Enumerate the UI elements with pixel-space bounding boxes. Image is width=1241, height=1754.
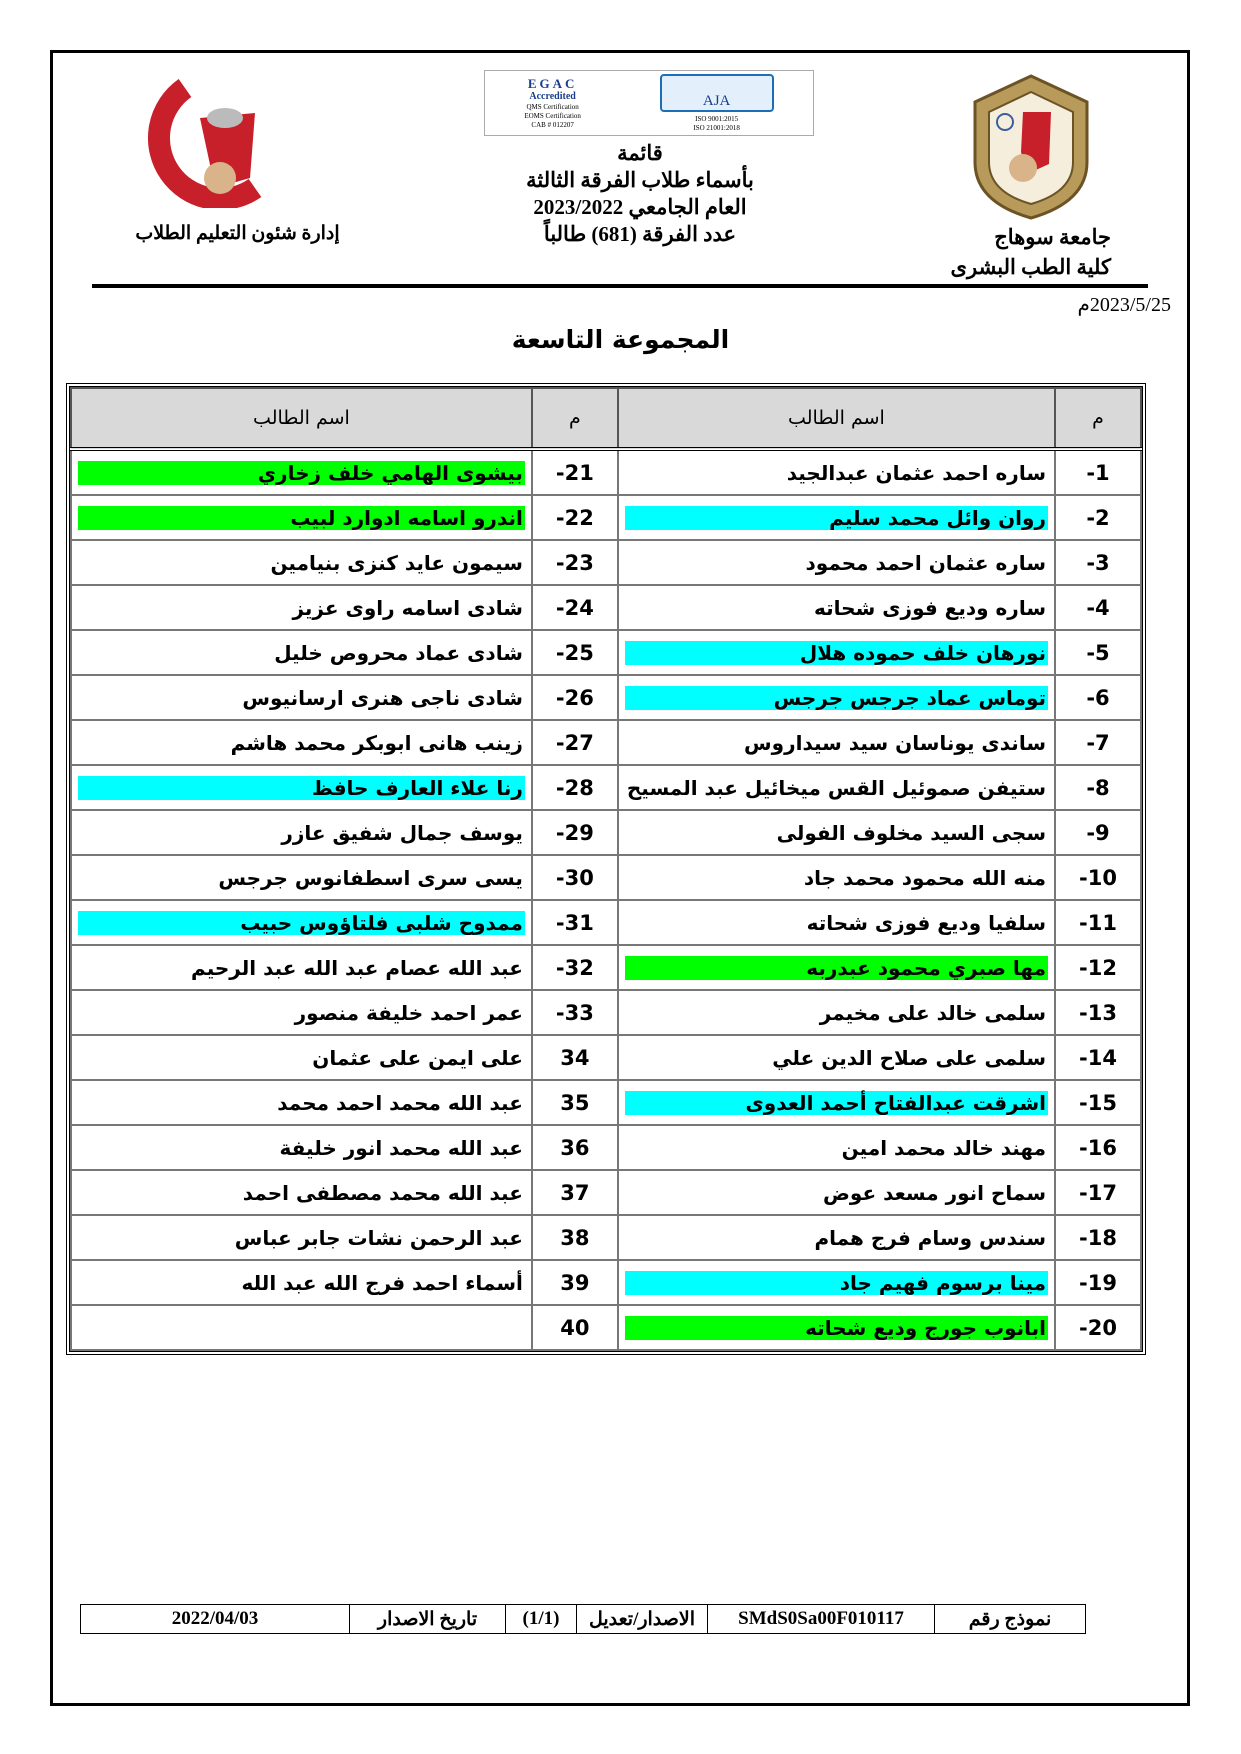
student-name: على ايمن على عثمان (312, 1045, 523, 1070)
student-name: عبد الله محمد انور خليفة (279, 1135, 523, 1160)
student-name: منه الله محمود محمد جاد (803, 865, 1046, 890)
col-header-name: اسم الطالب (618, 388, 1055, 449)
student-name-cell (71, 810, 532, 855)
student-name: ساره احمد عثمان عبدالجيد (786, 460, 1046, 485)
egac-sub: Accredited (529, 91, 576, 102)
table-row (71, 1035, 1141, 1080)
faculty-name: كلية الطب البشرى (950, 255, 1111, 279)
student-name: سجى السيد مخلوف الفولى (776, 820, 1046, 845)
student-name-cell (71, 1035, 532, 1080)
row-number: -12 (1055, 945, 1141, 990)
student-name-cell (71, 495, 532, 540)
row-number: -14 (1055, 1035, 1141, 1080)
student-name: روان وائل محمد سليم (625, 506, 1048, 530)
title-line: قائمة (617, 141, 663, 165)
student-name-cell (618, 1125, 1055, 1170)
student-name-cell (618, 1260, 1055, 1305)
student-name-cell (618, 675, 1055, 720)
student-name: عمر احمد خليفة منصور (294, 1000, 523, 1025)
row-number: -3 (1055, 540, 1141, 585)
student-name: بيشوى الهامي خلف زخاري (78, 461, 525, 485)
table-row (71, 810, 1141, 855)
row-number: 38 (532, 1215, 618, 1260)
row-number: -8 (1055, 765, 1141, 810)
student-name: عبد الله محمد احمد محمد (277, 1090, 523, 1115)
student-name: سلفيا وديع فوزى شحاته (806, 910, 1046, 935)
egac-line: CAB # 012207 (531, 121, 574, 129)
row-number: -2 (1055, 495, 1141, 540)
row-number: -4 (1055, 585, 1141, 630)
table-row (71, 675, 1141, 720)
student-name-cell (71, 449, 532, 495)
row-number: -7 (1055, 720, 1141, 765)
student-name: ممدوح شلبى فلتاؤوس حبيب (78, 911, 525, 935)
student-name: يسى سرى اسطفانوس جرجس (218, 865, 523, 890)
row-number: -6 (1055, 675, 1141, 720)
student-name: مينا برسوم فهيم جاد (625, 1271, 1048, 1295)
row-number: 39 (532, 1260, 618, 1305)
egac-logo (524, 76, 581, 130)
table-row (71, 855, 1141, 900)
egac-label: EGAC (527, 76, 578, 91)
student-name-cell (71, 990, 532, 1035)
row-number: -15 (1055, 1080, 1141, 1125)
row-number: 40 (532, 1305, 618, 1350)
student-name: عبد الرحمن نشات جابر عباس (234, 1225, 523, 1250)
table-header-row (71, 388, 1141, 449)
row-number: -22 (532, 495, 618, 540)
aja-line: ISO 21001:2018 (693, 123, 740, 132)
faculty-of-medicine-logo (105, 78, 305, 208)
student-name: اندرو اسامه ادوارد لبيب (78, 506, 525, 530)
col-header-num: م (532, 388, 618, 449)
student-name: رنا علاء العارف حافظ (78, 776, 525, 800)
group-title: المجموعة التاسعة (511, 325, 730, 354)
student-name: شادى عماد محروص خليل (274, 640, 523, 665)
student-name-cell (618, 1035, 1055, 1080)
sohag-university-seal-logo (965, 72, 1097, 222)
aja-label: AJA (660, 74, 774, 112)
table-row (71, 1260, 1141, 1305)
row-number: -5 (1055, 630, 1141, 675)
row-number: -27 (532, 720, 618, 765)
student-name-cell (618, 810, 1055, 855)
version-value: (1/1) (505, 1605, 576, 1633)
student-name-cell (618, 495, 1055, 540)
student-name-cell (71, 720, 532, 765)
student-name: شادى اسامه راوى عزيز (292, 595, 523, 620)
row-number: -13 (1055, 990, 1141, 1035)
student-name-cell (618, 540, 1055, 585)
student-name: شادى ناجى هنرى ارسانيوس (242, 685, 523, 710)
student-name: سيمون عايد كنزى بنيامين (270, 550, 523, 575)
department-name: إدارة شئون التعليم الطلاب (135, 223, 340, 244)
student-name: يوسف جمال شفيق عازر (281, 820, 523, 845)
student-name-cell (71, 1170, 532, 1215)
row-number: -18 (1055, 1215, 1141, 1260)
row-number: -21 (532, 449, 618, 495)
table-row (71, 449, 1141, 495)
form-number: SMdS0Sa00F010117 (707, 1605, 934, 1633)
table-row (71, 1125, 1141, 1170)
student-name-cell (71, 1215, 532, 1260)
student-name: زينب هانى ابوبكر محمد هاشم (230, 730, 523, 755)
aja-line: ISO 9001:2015 (695, 114, 739, 123)
row-number: -19 (1055, 1260, 1141, 1305)
row-number: -16 (1055, 1125, 1141, 1170)
student-name-cell (618, 1305, 1055, 1350)
student-name-cell (618, 765, 1055, 810)
row-number: -20 (1055, 1305, 1141, 1350)
row-number: -1 (1055, 449, 1141, 495)
row-number: 36 (532, 1125, 618, 1170)
table-row (71, 1080, 1141, 1125)
version-label: الاصدار/تعديل (576, 1605, 707, 1633)
aja-logo (660, 74, 774, 133)
row-number: -25 (532, 630, 618, 675)
student-name-cell (71, 1260, 532, 1305)
header-divider (92, 284, 1148, 288)
student-name: مها صبري محمود عبدربه (625, 956, 1048, 980)
student-name: سماح انور مسعد عوض (823, 1180, 1046, 1205)
student-name-cell (71, 945, 532, 990)
student-name-cell (618, 630, 1055, 675)
form-footer (80, 1604, 1086, 1634)
student-name-cell (618, 855, 1055, 900)
student-name: نورهان خلف حموده هلال (625, 641, 1048, 665)
student-name: ساره وديع فوزى شحاته (814, 595, 1046, 620)
student-name-cell (618, 1080, 1055, 1125)
table-row (71, 990, 1141, 1035)
row-number: -17 (1055, 1170, 1141, 1215)
student-name-cell (71, 630, 532, 675)
row-number: -9 (1055, 810, 1141, 855)
table-row (71, 630, 1141, 675)
student-name: عبد الله محمد مصطفى احمد (242, 1180, 523, 1205)
table-row (71, 540, 1141, 585)
student-name-cell (618, 720, 1055, 765)
student-name: ابانوب جورج وديع شحاته (625, 1316, 1048, 1340)
student-name-cell (618, 900, 1055, 945)
row-number: 37 (532, 1170, 618, 1215)
student-name-cell (71, 675, 532, 720)
table-row (71, 585, 1141, 630)
row-number: -31 (532, 900, 618, 945)
student-name-cell (618, 1215, 1055, 1260)
form-number-label: نموذج رقم (934, 1605, 1085, 1633)
student-name-cell (71, 540, 532, 585)
university-faculty-block (951, 222, 1111, 282)
issue-date: 2022/04/03 (171, 1608, 259, 1629)
issue-date-label: تاريخ الاصدار (349, 1605, 505, 1633)
table-row (71, 900, 1141, 945)
row-number: -23 (532, 540, 618, 585)
student-name: ساندى يوناسان سيد سيداروس (744, 730, 1046, 755)
row-number: -32 (532, 945, 618, 990)
student-name-cell (71, 585, 532, 630)
student-name-cell (71, 855, 532, 900)
row-number: -11 (1055, 900, 1141, 945)
row-number: -29 (532, 810, 618, 855)
students-table (66, 383, 1146, 1355)
student-name: ساره عثمان احمد محمود (805, 550, 1046, 575)
accreditation-logos (484, 70, 814, 136)
student-name: سلمى على صلاح الدين علي (772, 1045, 1046, 1070)
student-name-cell (618, 1170, 1055, 1215)
document-date: 2023/5/25م (1077, 294, 1171, 316)
student-name: سندس وسام فرج همام (814, 1225, 1046, 1250)
student-name-cell (71, 765, 532, 810)
col-header-num: م (1055, 388, 1141, 449)
student-name-cell (71, 1125, 532, 1170)
student-name-cell (618, 990, 1055, 1035)
document-title (470, 140, 810, 248)
title-line: بأسماء طلاب الفرقة الثالثة (526, 168, 754, 192)
student-name-cell (71, 1305, 532, 1350)
table-row (71, 720, 1141, 765)
table-row (71, 1305, 1141, 1350)
row-number: 34 (532, 1035, 618, 1080)
row-number: -28 (532, 765, 618, 810)
row-number: -26 (532, 675, 618, 720)
student-name: توماس عماد جرجس جرجس (625, 686, 1048, 710)
row-number: -10 (1055, 855, 1141, 900)
student-name: عبد الله عصام عبد الله عبد الرحيم (191, 955, 523, 980)
title-line: عدد الفرقة (681) طالباً (543, 222, 737, 246)
row-number: -24 (532, 585, 618, 630)
student-name-cell (71, 900, 532, 945)
student-name: أسماء احمد فرج الله عبد الله (241, 1270, 523, 1295)
row-number: 35 (532, 1080, 618, 1125)
table-row (71, 495, 1141, 540)
table-row (71, 1170, 1141, 1215)
row-number: -33 (532, 990, 618, 1035)
student-name: مهند خالد محمد امين (841, 1135, 1046, 1160)
egac-line: EOMS Certification (524, 112, 581, 120)
student-name-cell (618, 449, 1055, 495)
student-name: سلمى خالد على مخيمر (819, 1000, 1046, 1025)
student-name-cell (618, 585, 1055, 630)
col-header-name: اسم الطالب (71, 388, 532, 449)
title-line: العام الجامعي 2023/2022 (533, 195, 747, 219)
university-name: جامعة سوهاج (994, 225, 1111, 249)
student-name-cell (618, 945, 1055, 990)
table-row (71, 765, 1141, 810)
student-name: ستيفن صموئيل القس ميخائيل عبد المسيح (626, 775, 1046, 800)
table-row (71, 945, 1141, 990)
row-number: -30 (532, 855, 618, 900)
table-row (71, 1215, 1141, 1260)
student-name: اشرقت عبدالفتاح أحمد العدوى (625, 1091, 1048, 1115)
student-name-cell (71, 1080, 532, 1125)
egac-line: QMS Certification (526, 103, 579, 111)
